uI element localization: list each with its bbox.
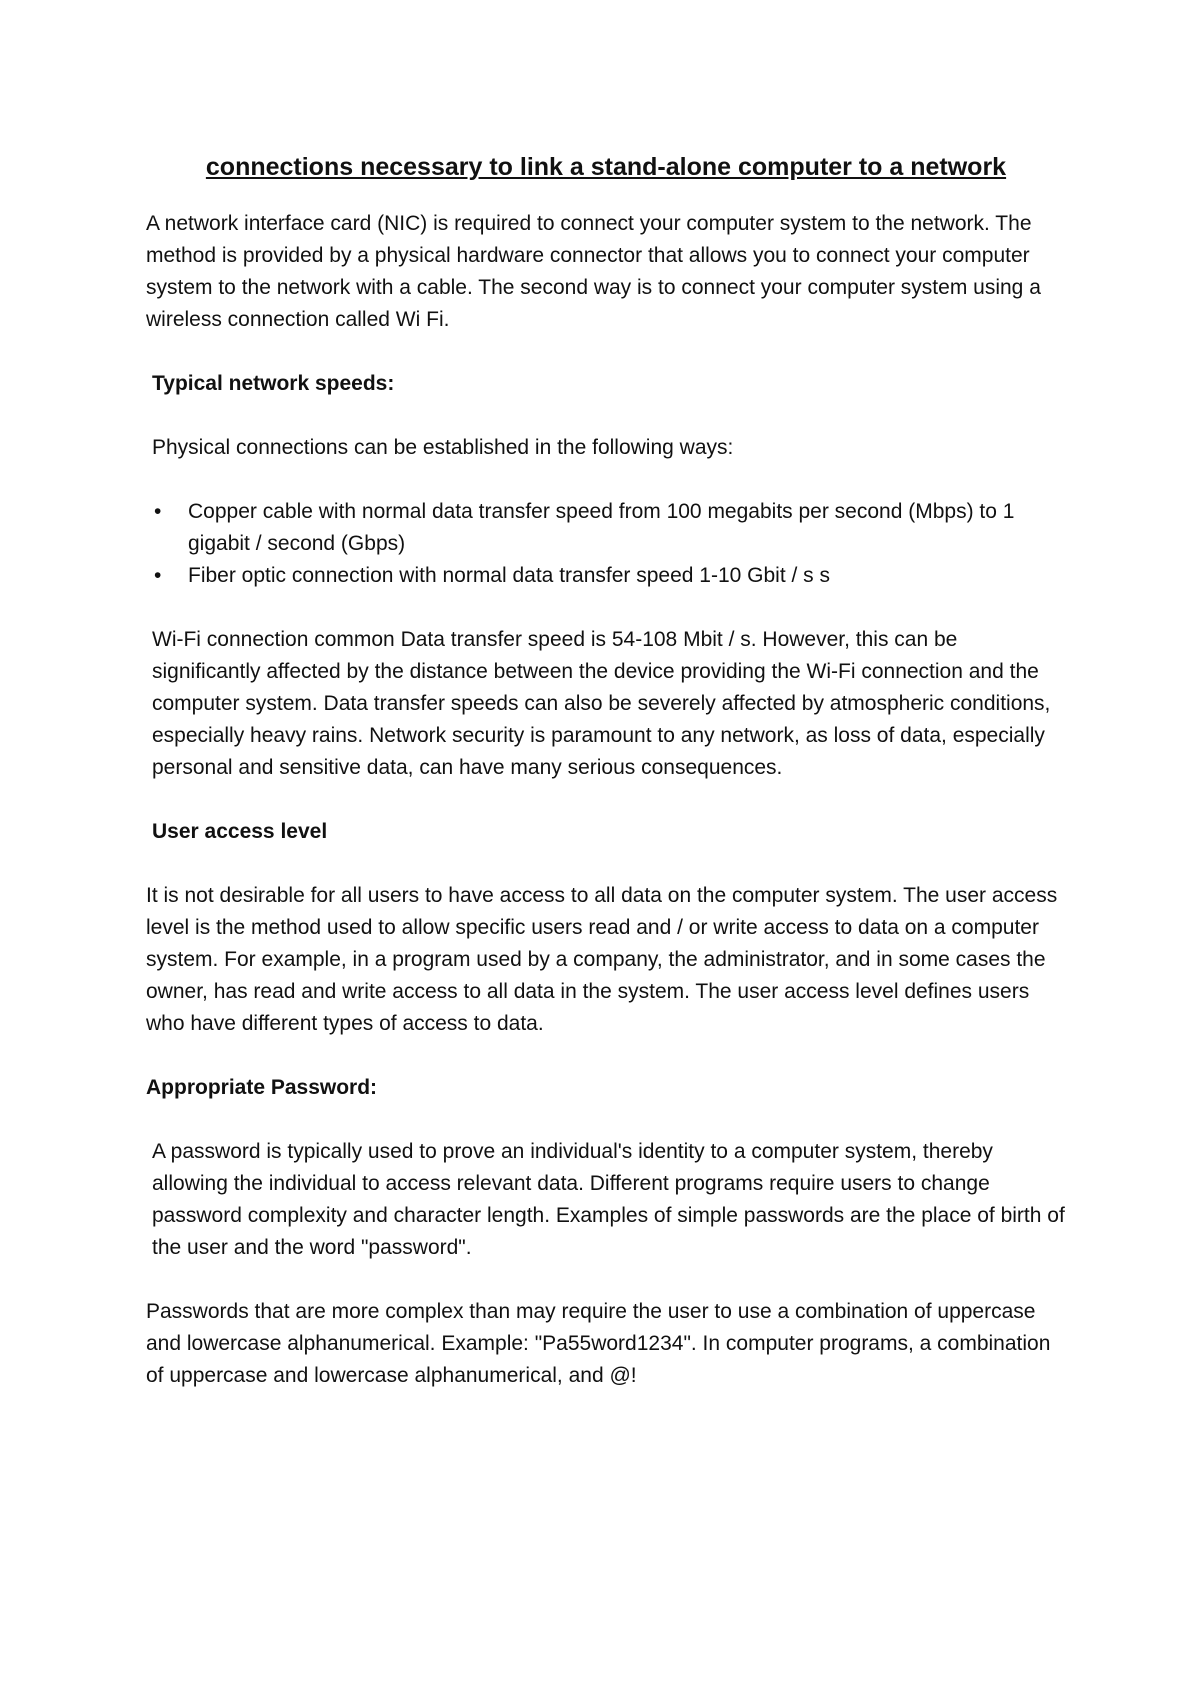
list-item-text: Copper cable with normal data transfer speed from 100 megabits per second (Mbps) to 1 gigabit / second (Gbps) xyxy=(188,500,1015,555)
password-paragraph-1: A password is typically used to prove an individual's identity to a computer system, thereby allowing the individual to access relevant data. Different programs require users to change password complexity and character length. Examples of simple passwords are the place of birth of the user and the word "password". xyxy=(152,1140,1065,1259)
list-item xyxy=(146,560,1066,592)
list-item xyxy=(146,496,1066,560)
speeds-lead-paragraph: Physical connections can be established in the following ways: xyxy=(152,436,734,459)
bullet-icon: • xyxy=(154,500,162,523)
document-title: connections necessary to link a stand-alone computer to a network xyxy=(205,153,1007,181)
intro-paragraph: A network interface card (NIC) is required to connect your computer system to the network. The method is provided by a physical hardware connector that allows you to connect your computer system to the network with a cable. The second way is to connect your computer system using a wireless connection called Wi Fi. xyxy=(146,212,1041,331)
access-heading: User access level xyxy=(152,820,328,843)
document-body xyxy=(146,148,1066,1424)
bullet-icon: • xyxy=(154,564,162,587)
access-paragraph: It is not desirable for all users to have access to all data on the computer system. The user access level is the method used to allow specific users read and / or write access to data on a computer system. For example, in a program used by a company, the administrator, and in some cases the owner, has read and write access to all data in the system. The user access level defines users who have different types of access to data. xyxy=(146,884,1058,1035)
wifi-paragraph: Wi-Fi connection common Data transfer speed is 54-108 Mbit / s. However, this can be significantly affected by the distance between the device providing the Wi-Fi connection and the computer system. Data transfer speeds can also be severely affected by atmospheric conditions, especially heavy rains. Network security is paramount to any network, as loss of data, especially personal and sensitive data, can have many serious consequences. xyxy=(152,628,1051,779)
list-item-text: Fiber optic connection with normal data transfer speed 1-10 Gbit / s s xyxy=(188,564,830,587)
password-heading: Appropriate Password: xyxy=(146,1076,378,1099)
speeds-bullet-list xyxy=(146,496,1066,592)
speeds-heading: Typical network speeds: xyxy=(152,372,395,395)
password-paragraph-2: Passwords that are more complex than may require the user to use a combination of uppercase and lowercase alphanumerical. Example: "Pa55word1234". In computer programs, a combination of uppercase and lowercase alphanumerical, and @! xyxy=(146,1300,1051,1387)
